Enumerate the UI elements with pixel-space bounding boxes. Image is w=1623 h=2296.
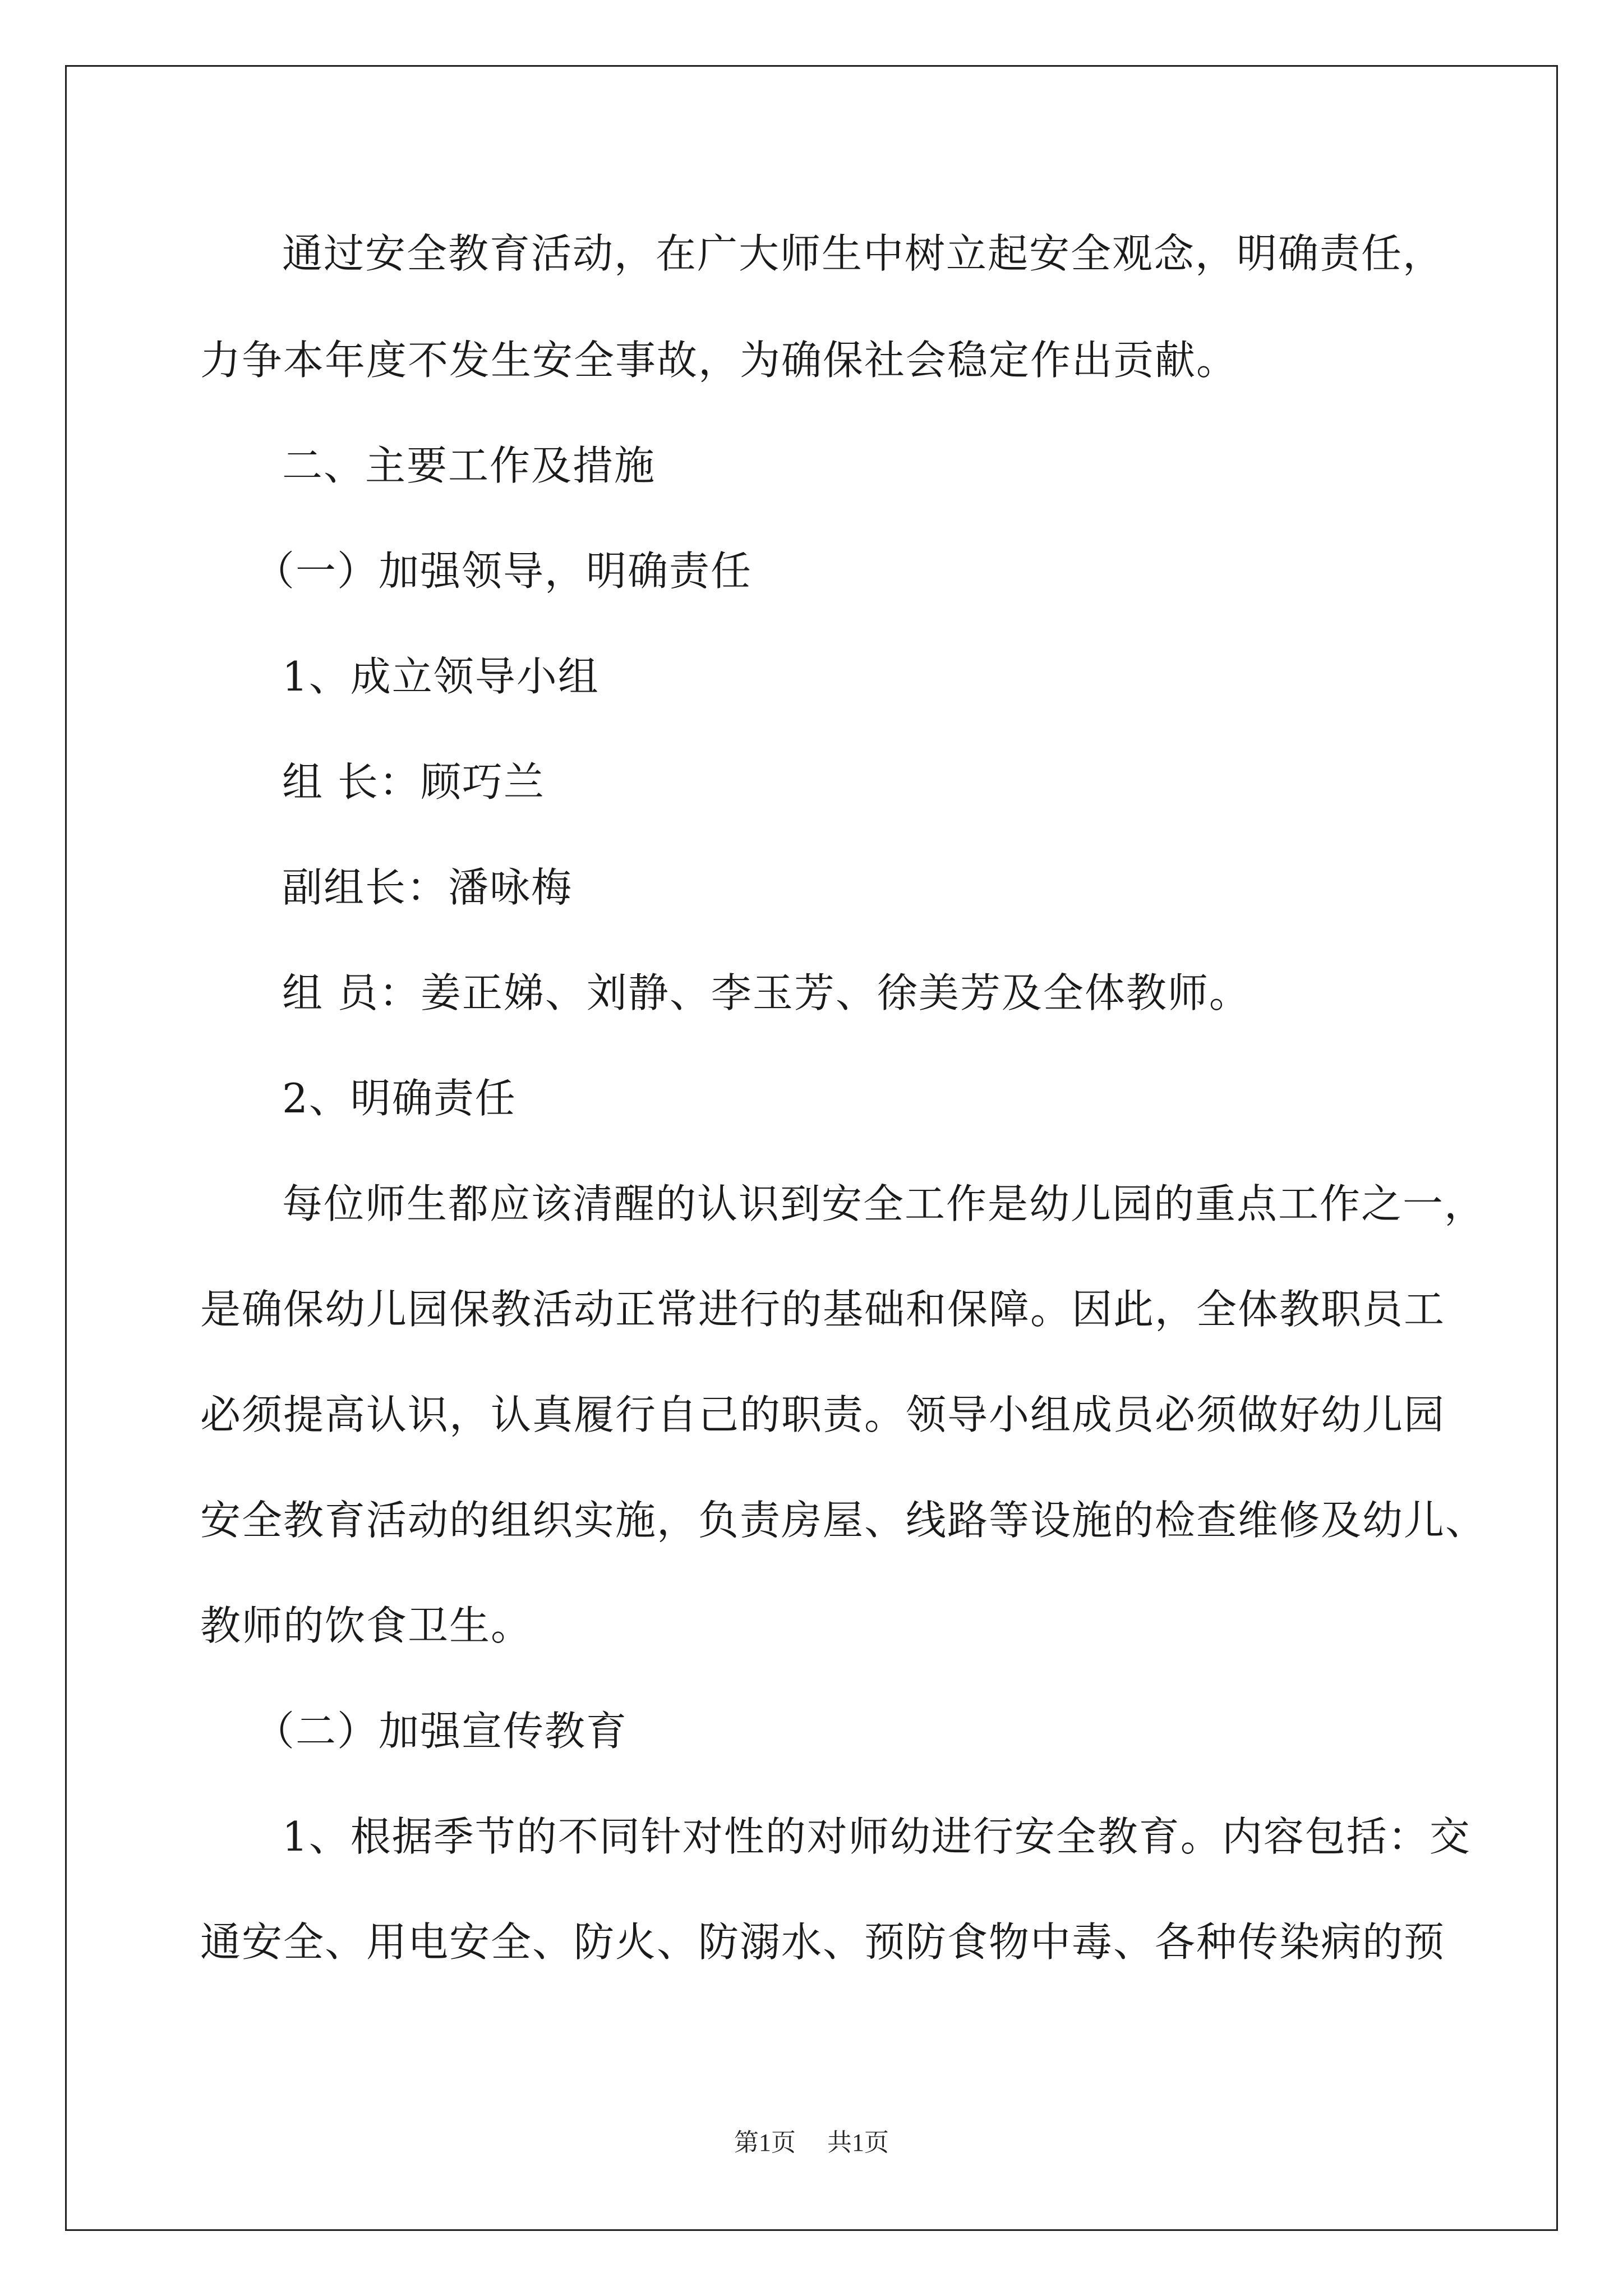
page-border [65, 65, 1558, 2231]
paragraph-goal-line-1: 通过安全教育活动，在广大师生中树立起安全观念，明确责任， [282, 230, 1445, 277]
paragraph-responsibility-line-2: 是确保幼儿园保教活动正常进行的基础和保障。因此，全体教职员工 [200, 1286, 1446, 1333]
page-footer [0, 2126, 1623, 2160]
heading-main-work: 二、主要工作及措施 [282, 442, 656, 489]
leader-line: 组 长：顾巧兰 [282, 758, 545, 806]
paragraph-responsibility-line-1: 每位师生都应该清醒的认识到安全工作是幼儿园的重点工作之一， [282, 1180, 1486, 1227]
heading-strengthen-leadership: （一）加强领导，明确责任 [254, 547, 753, 595]
heading-publicity-education: （二）加强宣传教育 [254, 1708, 628, 1755]
members-line: 组 员：姜正娣、刘静、李玉芳、徐美芳及全体教师。 [282, 969, 1251, 1016]
paragraph-goal-line-2: 力争本年度不发生安全事故，为确保社会稳定作出贡献。 [200, 337, 1238, 384]
paragraph-seasonal-line-2: 通安全、用电安全、防火、防溺水、预防食物中毒、各种传染病的预 [200, 1918, 1446, 1966]
item-clarify-responsibility: 2、明确责任 [282, 1075, 517, 1122]
page-number: 第1页 [734, 2129, 796, 2156]
item-leading-group: 1、成立领导小组 [282, 653, 600, 700]
paragraph-responsibility-line-5: 教师的饮食卫生。 [200, 1602, 533, 1649]
paragraph-responsibility-line-3: 必须提高认识，认真履行自己的职责。领导小组成员必须做好幼儿园 [200, 1391, 1446, 1438]
paragraph-seasonal-line-1: 1、根据季节的不同针对性的对师幼进行安全教育。内容包括：交 [282, 1813, 1471, 1860]
page-total: 共1页 [827, 2129, 889, 2156]
vice-leader-line: 副组长：潘咏梅 [282, 864, 573, 911]
paragraph-responsibility-line-4: 安全教育活动的组织实施，负责房屋、线路等设施的检查维修及幼儿、 [200, 1497, 1487, 1544]
